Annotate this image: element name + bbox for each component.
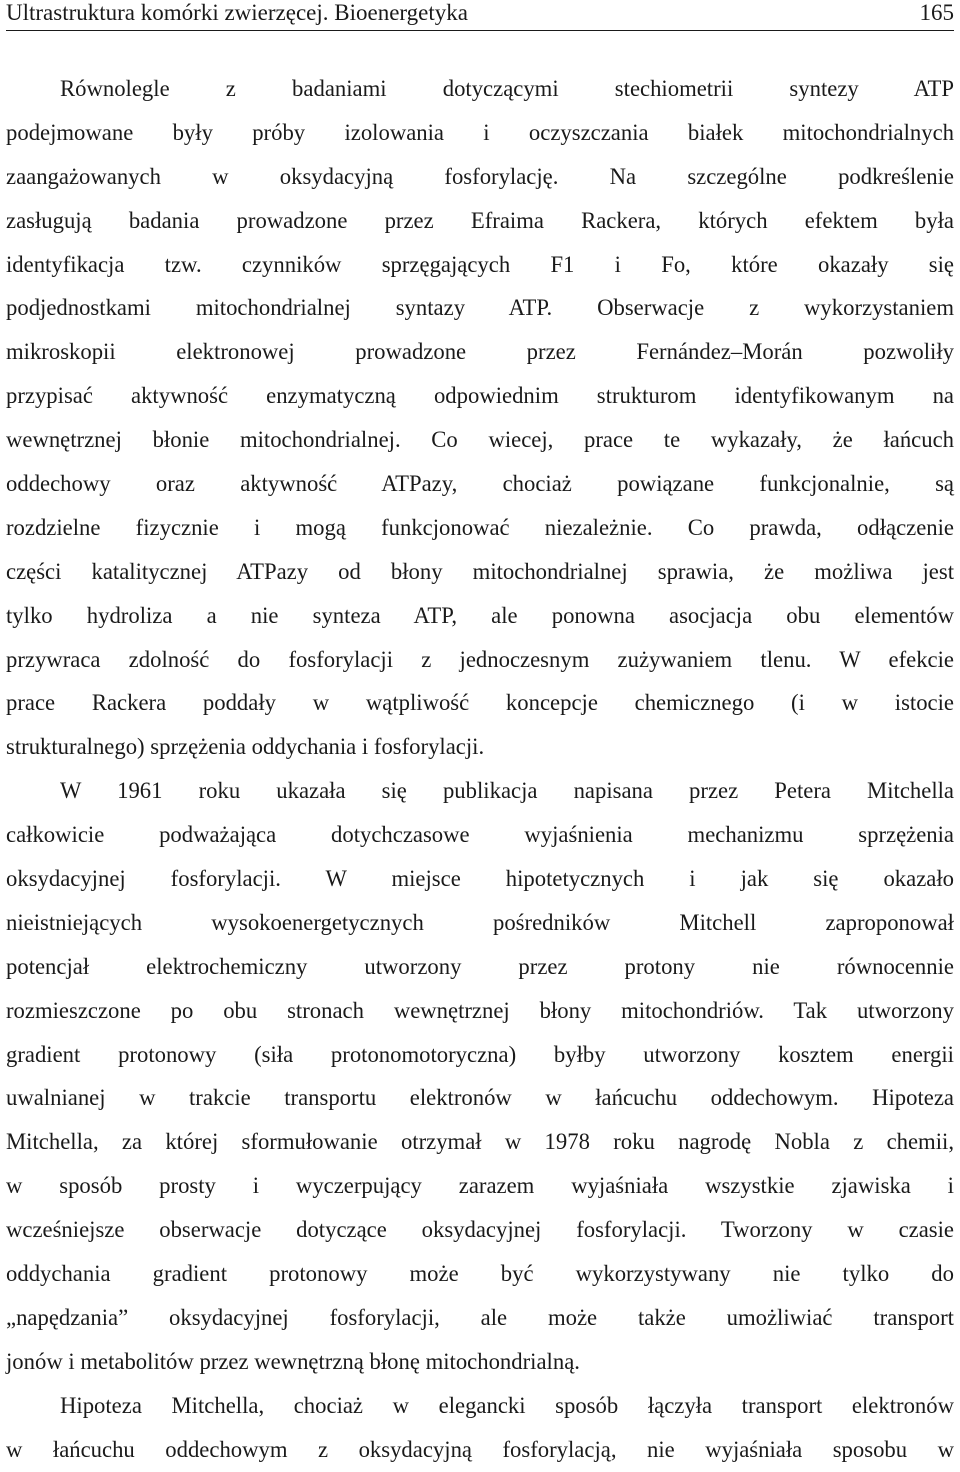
text-line: przypisać aktywność enzymatyczną odpowiednim strukturom identyfikowanym na — [6, 383, 954, 409]
text-line: nieistniejących wysokoenergetycznych pośredników Mitchell zaproponował — [6, 909, 954, 935]
text-line: Mitchella, za której sformułowanie otrzymał w 1978 roku nagrodę Nobla z chemii, — [6, 1129, 954, 1155]
text-line: wewnętrznej błonie mitochondrialnej. Co wiecej, prace te wykazały, że łańcuch — [6, 427, 954, 453]
text-line: wcześniejsze obserwacje dotyczące oksydacyjnej fosforylacji. Tworzony w czasie — [6, 1217, 954, 1243]
text-line: identyfikacja tzw. czynników sprzęgających F1 i Fo, które okazały się — [6, 251, 954, 277]
text-line: podejmowane były próby izolowania i oczyszczania białek mitochondrialnych — [6, 119, 954, 145]
text-line: gradient protonowy (siła protonomotoryczna) byłby utworzony kosztem energii — [6, 1041, 954, 1067]
text-line: rozdzielne fizycznie i mogą funkcjonować niezależnie. Co prawda, odłączenie — [6, 514, 954, 540]
text-line: „napędzania” oksydacyjnej fosforylacji, ale może także umożliwiać transport — [6, 1304, 954, 1330]
text-line: przywraca zdolność do fosforylacji z jednoczesnym zużywaniem tlenu. W efekcie — [6, 646, 954, 672]
text-line: W 1961 roku ukazała się publikacja napisana przez Petera Mitchella — [60, 778, 954, 804]
running-header — [6, 0, 954, 28]
paragraph — [6, 769, 954, 1383]
page-number: 165 — [919, 0, 954, 25]
header-rule — [6, 30, 954, 31]
paragraph — [6, 1384, 954, 1472]
text-line: rozmieszczone po obu stronach wewnętrznej błony mitochondriów. Tak utworzony — [6, 997, 954, 1023]
text-line: potencjał elektrochemiczny utworzony przez protony nie równocennie — [6, 953, 954, 979]
text-line: oksydacyjnej fosforylacji. W miejsce hipotetycznych i jak się okazało — [6, 866, 954, 892]
text-line: oddychania gradient protonowy może być wykorzystywany nie tylko do — [6, 1261, 954, 1287]
text-line: prace Rackera poddały w wątpliwość koncepcje chemicznego (i w istocie — [6, 690, 954, 716]
text-line: całkowicie podważająca dotychczasowe wyjaśnienia mechanizmu sprzężenia — [6, 822, 954, 848]
text-line: w sposób prosty i wyczerpujący zarazem wyjaśniała wszystkie zjawiska i — [6, 1173, 954, 1199]
text-line: w łańcuchu oddechowym z oksydacyjną fosforylacją, nie wyjaśniała sposobu w — [6, 1436, 954, 1462]
body-text — [6, 67, 954, 1472]
text-line: oddechowy oraz aktywność ATPazy, chociaż powiązane funkcjonalnie, są — [6, 471, 954, 497]
text-line: jonów i metabolitów przez wewnętrzną błonę mitochondrialną. — [6, 1348, 580, 1374]
header-title: Ultrastruktura komórki zwierzęcej. Bioenergetyka — [6, 0, 468, 25]
text-line: strukturalnego) sprzężenia oddychania i fosforylacji. — [6, 734, 485, 760]
text-line: Równolegle z badaniami dotyczącymi stechiometrii syntezy ATP — [60, 76, 954, 101]
text-line: części katalitycznej ATPazy od błony mitochondrialnej sprawia, że możliwa jest — [6, 558, 954, 584]
text-line: uwalnianej w trakcie transportu elektronów w łańcuchu oddechowym. Hipoteza — [6, 1085, 954, 1111]
paragraph — [6, 67, 954, 769]
text-line: tylko hydroliza a nie synteza ATP, ale ponowna asocjacja obu elementów — [6, 602, 954, 628]
text-line: Hipoteza Mitchella, chociaż w elegancki sposób łączyła transport elektronów — [60, 1392, 954, 1418]
text-line: zaangażowanych w oksydacyjną fosforylację. Na szczególne podkreślenie — [6, 163, 954, 189]
text-line: zasługują badania prowadzone przez Efraima Rackera, których efektem była — [6, 207, 954, 233]
text-line: mikroskopii elektronowej prowadzone przez Fernández–Morán pozwoliły — [6, 339, 954, 365]
text-line: podjednostkami mitochondrialnej syntazy ATP. Obserwacje z wykorzystaniem — [6, 295, 954, 321]
